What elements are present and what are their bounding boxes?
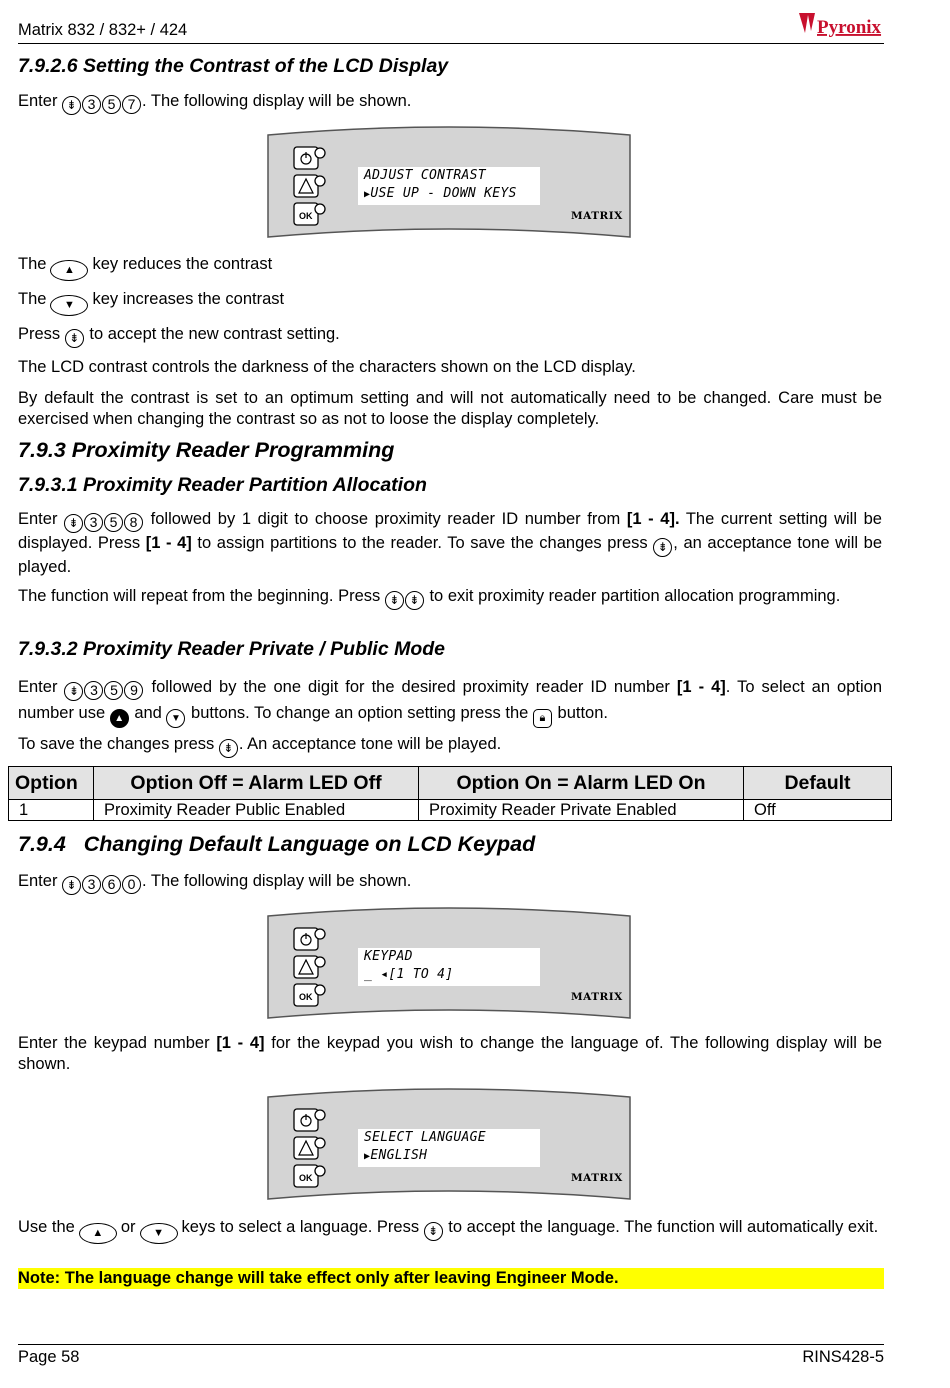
- select-language-paragraph: Use the ▲ or ▼ keys to select a language. Press ⇟ to accept the language. The function will automatically exit.: [18, 1217, 882, 1244]
- lock-key-icon: 🔒︎: [533, 709, 552, 728]
- lcd-line-2: _ ◂[1 TO 4]: [364, 967, 454, 982]
- table-header-row: [9, 767, 892, 800]
- lcd-screen: [358, 167, 540, 205]
- key-5: 5: [102, 95, 121, 114]
- function-key-icon: ⇟: [62, 876, 81, 895]
- up-arrow-key-icon: ▲: [50, 260, 88, 281]
- header-rule: [18, 43, 884, 44]
- pyronix-logo: [797, 9, 885, 39]
- note-highlight: Note: The language change will take effect only after leaving Engineer Mode.: [18, 1268, 884, 1289]
- lcd-screen: [358, 948, 540, 986]
- function-key-icon: ⇟: [219, 739, 238, 758]
- save-changes-line: To save the changes press ⇟ . An acceptance tone will be played.: [18, 734, 882, 758]
- enter-instruction-language: Enter ⇟ 3 6 0 . The following display will be shown.: [18, 871, 882, 895]
- key-9: 9: [124, 681, 143, 700]
- lcd-keypad-panel-keypad: [266, 906, 632, 1020]
- section-heading-contrast: 7.9.2.6 Setting the Contrast of the LCD Display: [18, 55, 449, 77]
- contrast-paragraph-2: By default the contrast is set to an optimum setting and will not automatically need to be changed. Care must be exercised when changing the contrast so as not to loose the display completely.: [18, 389, 882, 428]
- table-header-cell: Option Off = Alarm LED Off: [94, 767, 419, 800]
- function-key-icon: ⇟: [405, 591, 424, 610]
- matrix-brand-label: MATRIX: [571, 1172, 623, 1184]
- down-arrow-key-icon: ▼: [50, 295, 88, 316]
- key-3: 3: [82, 95, 101, 114]
- private-public-paragraph: Enter ⇟ 3 5 9 followed by the one digit for the desired proximity reader ID number [1 - 4]. To select an option number use ▲ and ▼ buttons. To change an option setting press the 🔒︎ button.: [18, 675, 882, 728]
- function-key-icon: ⇟: [64, 682, 83, 701]
- key-6: 6: [102, 875, 121, 894]
- table-cell: Proximity Reader Private Enabled: [419, 800, 744, 821]
- table-cell: Proximity Reader Public Enabled: [94, 800, 419, 821]
- option-table: [8, 766, 892, 821]
- lcd-line-1: SELECT LANGUAGE: [364, 1130, 486, 1145]
- key-3: 3: [82, 875, 101, 894]
- partition-allocation-paragraph: Enter ⇟ 3 5 8 followed by 1 digit to choose proximity reader ID number from [1 - 4]. The current setting will be displayed. Press [1 - 4] to assign partitions to the reader. To save the changes press ⇟ , an acceptance tone will be played.: [18, 510, 883, 576]
- function-key-icon: ⇟: [385, 591, 404, 610]
- up-arrow-button-icon: ▲: [110, 709, 129, 728]
- function-key-icon: ⇟: [653, 538, 672, 557]
- up-key-line: The ▲ key reduces the contrast: [18, 254, 882, 281]
- down-key-line: The ▼ key increases the contrast: [18, 289, 882, 316]
- subheading-private-public: 7.9.3.2 Proximity Reader Private / Public Mode: [18, 638, 446, 660]
- section-heading-language: 7.9.4 Changing Default Language on LCD Keypad: [18, 832, 536, 856]
- up-arrow-key-icon: ▲: [79, 1223, 117, 1244]
- table-header-cell: Default: [744, 767, 892, 800]
- svg-text:Pyronix: Pyronix: [817, 17, 882, 38]
- contrast-paragraph-1: The LCD contrast controls the darkness of the characters shown on the LCD display.: [18, 358, 636, 376]
- function-key-icon: ⇟: [65, 329, 84, 348]
- key-7: 7: [122, 95, 141, 114]
- function-key-icon: ⇟: [64, 514, 83, 533]
- page-number: Page 58: [18, 1348, 80, 1366]
- table-row: [9, 800, 892, 821]
- down-arrow-button-icon: ▼: [166, 709, 185, 728]
- matrix-brand-label: MATRIX: [571, 991, 623, 1003]
- document-title: Matrix 832 / 832+ / 424: [18, 21, 188, 39]
- function-key-icon: ⇟: [62, 96, 81, 115]
- key-5: 5: [104, 681, 123, 700]
- lcd-keypad-panel-contrast: [266, 125, 632, 239]
- table-cell: 1: [9, 800, 94, 821]
- press-accept-line: Press ⇟ to accept the new contrast setting.: [18, 324, 882, 348]
- lcd-line-1: KEYPAD: [364, 949, 413, 964]
- key-3: 3: [84, 681, 103, 700]
- key-5: 5: [104, 513, 123, 532]
- keypad-number-paragraph: Enter the keypad number [1 - 4] for the keypad you wish to change the language of. The following display will be shown.: [18, 1034, 883, 1073]
- lcd-line-2: ▶USE UP - DOWN KEYS: [364, 186, 517, 201]
- svg-text:OK: OK: [299, 1173, 313, 1183]
- matrix-brand-label: MATRIX: [571, 210, 623, 222]
- lcd-line-1: ADJUST CONTRAST: [364, 168, 486, 183]
- footer-rule: [18, 1344, 884, 1345]
- key-0: 0: [122, 875, 141, 894]
- key-3: 3: [84, 513, 103, 532]
- table-header-cell: Option: [9, 767, 94, 800]
- table-header-cell: Option On = Alarm LED On: [419, 767, 744, 800]
- table-cell: Off: [744, 800, 892, 821]
- svg-text:OK: OK: [299, 992, 313, 1002]
- function-key-icon: ⇟: [424, 1222, 443, 1241]
- subheading-partition-allocation: 7.9.3.1 Proximity Reader Partition Allocation: [18, 474, 427, 496]
- svg-text:OK: OK: [299, 211, 313, 221]
- repeat-function-paragraph: The function will repeat from the beginning. Press ⇟ ⇟ to exit proximity reader partition allocation programming.: [18, 586, 882, 610]
- down-arrow-key-icon: ▼: [140, 1223, 178, 1244]
- lcd-screen: [358, 1129, 540, 1167]
- key-8: 8: [124, 513, 143, 532]
- lcd-keypad-panel-language: [266, 1087, 632, 1201]
- enter-instruction-contrast: Enter ⇟ 3 5 7 . The following display will be shown.: [18, 91, 882, 115]
- section-heading-proximity: 7.9.3 Proximity Reader Programming: [18, 438, 395, 462]
- document-reference: RINS428-5: [802, 1348, 884, 1366]
- lcd-line-2: ▶ENGLISH: [364, 1148, 428, 1163]
